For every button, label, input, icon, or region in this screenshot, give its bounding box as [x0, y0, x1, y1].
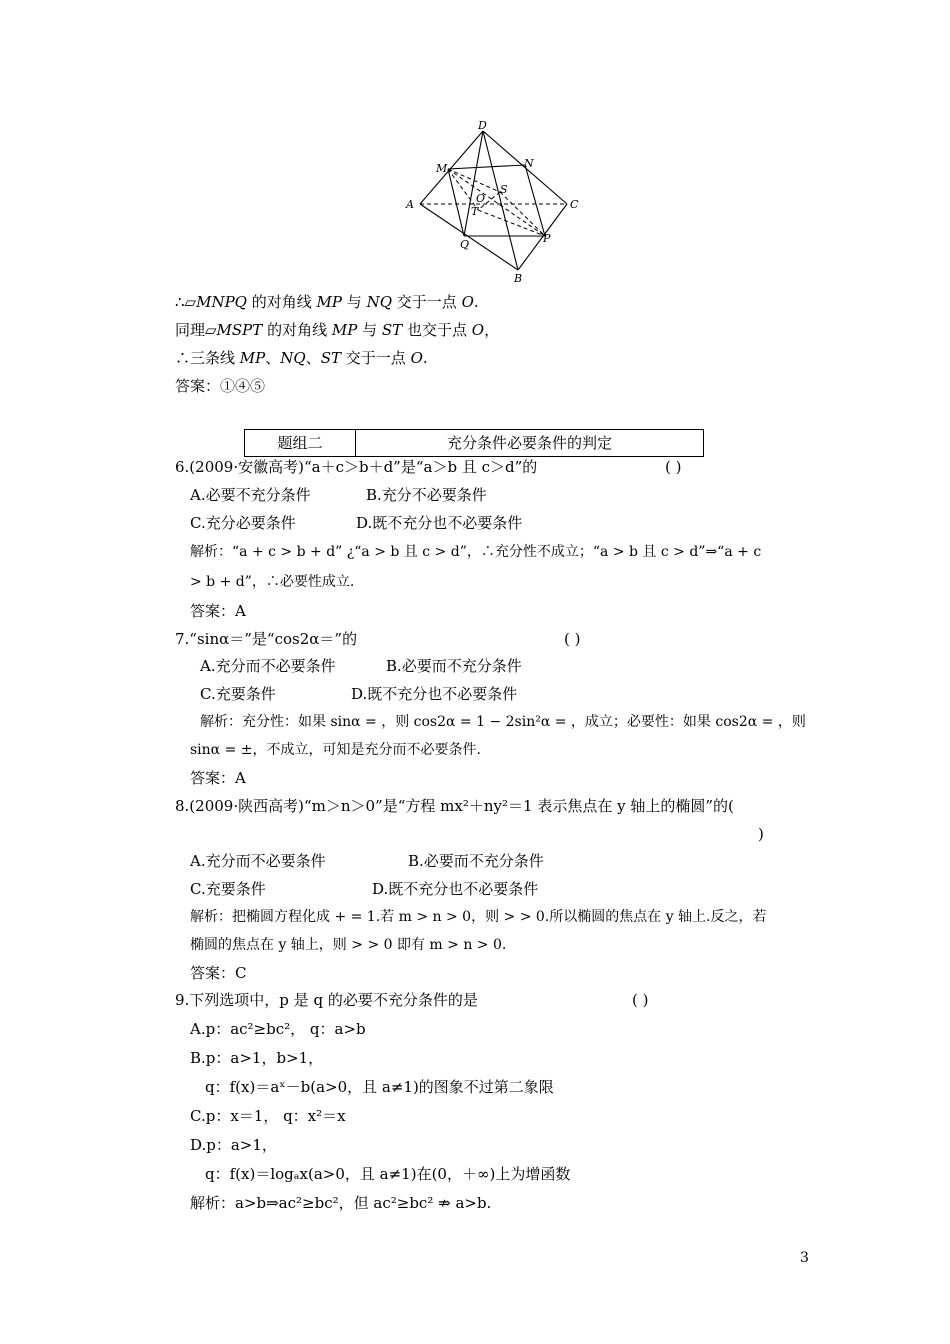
label-D: D — [478, 120, 487, 132]
q9-option-a: A.p：ac²≥bc²， q：a>b — [190, 1020, 366, 1038]
q6-option-d: D.既不充分也不必要条件 — [356, 514, 523, 532]
topic-group-title: 充分条件必要条件的判定 — [446, 434, 612, 452]
q9-answer-paren: ( ) — [632, 991, 649, 1009]
label-N: N — [524, 157, 534, 170]
q6-answer-paren: ( ) — [665, 458, 682, 476]
q7-stem: 7.“sinα＝”是“cos2α＝”的 — [175, 630, 358, 648]
q7-answer-paren: ( ) — [564, 630, 581, 648]
q7-option-c: C.充要条件 — [200, 685, 276, 703]
q8-option-a: A.充分而不必要条件 — [190, 852, 326, 870]
q8-answer: 答案：C — [190, 964, 247, 982]
q9-option-b-1: B.p：a>1，b>1， — [190, 1049, 324, 1067]
q7-analysis-1: 解析：充分性：如果 sinα = ，则 cos2α = 1 − 2sin²α = ，成立；必要性：如果 cos2α = ，则 — [200, 714, 806, 730]
label-P: P — [543, 232, 551, 245]
label-A: A — [406, 198, 414, 211]
q6-analysis-1: 解析：“a + c > b + d” ¿“a > b 且 c > d”，∴充分性不成立；“a > b 且 c > d”⇒“a + c — [190, 544, 762, 560]
label-S: S — [500, 183, 508, 196]
q6-option-a: A.必要不充分条件 — [190, 486, 311, 504]
q8-option-b: B.必要而不充分条件 — [408, 852, 544, 870]
q7-option-d: D.既不充分也不必要条件 — [351, 685, 518, 703]
q6-analysis-2: > b + d”，∴必要性成立. — [190, 574, 355, 590]
q9-option-d-1: D.p：a>1， — [190, 1136, 277, 1154]
topic-group-table — [244, 429, 704, 457]
q6-answer: 答案：A — [190, 602, 246, 620]
q9-option-b-2: q：f(x)＝aˣ－b(a>0，且 a≠1)的图象不过第二象限 — [205, 1078, 554, 1096]
q6-stem: 6.(2009·安徽高考)“a＋c＞b＋d”是“a＞b 且 c＞d”的 — [175, 458, 538, 476]
proof-line-1: ∴▱MNPQ 的对角线 MP 与 NQ 交于一点 O. — [175, 293, 479, 311]
proof-line-3: ∴三条线 MP、NQ、ST 交于一点 O. — [175, 349, 428, 367]
label-M: M — [436, 162, 448, 175]
q7-option-a: A.充分而不必要条件 — [200, 657, 336, 675]
q8-analysis-2: 椭圆的焦点在 y 轴上，则 > > 0 即有 m > n > 0. — [190, 937, 507, 953]
q7-option-b: B.必要而不充分条件 — [386, 657, 522, 675]
label-T: T — [471, 205, 479, 218]
q8-answer-paren-close: ) — [758, 825, 764, 843]
q6-option-b: B.充分不必要条件 — [366, 486, 487, 504]
q7-analysis-2: sinα = ±，不成立，可知是充分而不必要条件. — [190, 742, 481, 758]
label-B: B — [514, 272, 523, 285]
proof-answer: 答案：①④⑤ — [175, 377, 266, 395]
q8-analysis-1: 解析：把椭圆方程化成 + = 1.若 m > n > 0，则 > > 0.所以椭圆的焦点在 y 轴上.反之，若 — [190, 909, 767, 925]
page-number: 3 — [800, 1250, 809, 1266]
q9-option-d-2: q：f(x)＝logₐx(a>0，且 a≠1)在(0，＋∞)上为增函数 — [205, 1165, 571, 1183]
q9-option-c: C.p：x＝1， q：x²＝x — [190, 1107, 346, 1125]
q8-stem: 8.(2009·陕西高考)“m＞n＞0”是“方程 mx²＋ny²＝1 表示焦点在 y 轴上的椭圆”的( — [175, 797, 734, 815]
q8-option-d: D.既不充分也不必要条件 — [372, 880, 539, 898]
q8-option-c: C.充要条件 — [190, 880, 266, 898]
label-C: C — [570, 198, 579, 211]
q9-stem: 9.下列选项中，p 是 q 的必要不充分条件的是 — [175, 991, 478, 1009]
label-O: O — [476, 192, 486, 205]
q6-option-c: C.充分必要条件 — [190, 514, 296, 532]
proof-line-2: 同理▱MSPT 的对角线 MP 与 ST 也交于点 O， — [175, 321, 500, 339]
q7-answer: 答案：A — [190, 769, 246, 787]
q9-analysis: 解析：a>b⇒ac²≥bc²，但 ac²≥bc² ⇏ a>b. — [190, 1194, 492, 1212]
topic-group-name: 题组二 — [245, 430, 356, 456]
label-Q: Q — [460, 238, 470, 251]
geometry-diagram — [400, 120, 590, 285]
